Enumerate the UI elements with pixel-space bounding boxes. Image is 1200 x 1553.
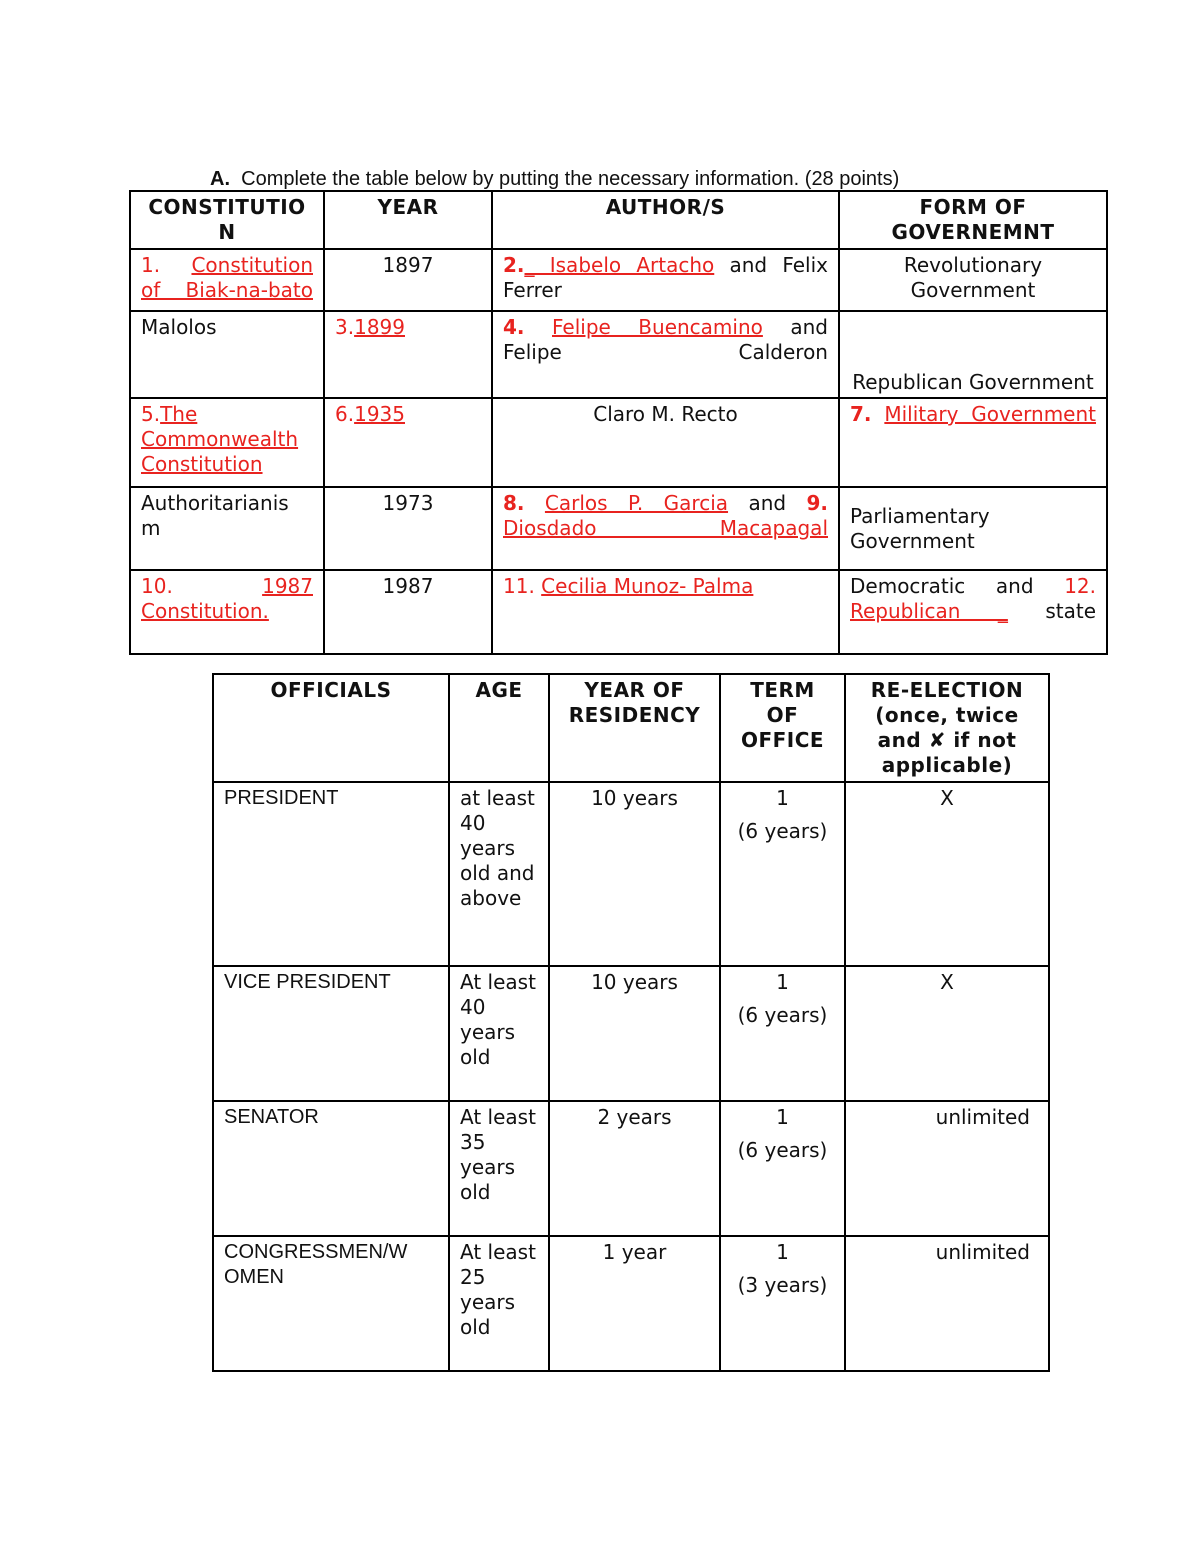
header-form-of-government: FORM OF GOVERNEMNT [839, 191, 1107, 249]
item-number: 3. [335, 315, 355, 339]
answer-text: Military Government [884, 402, 1097, 426]
constitution-cell [130, 570, 324, 654]
reelection-cell: X [845, 782, 1049, 966]
term-count: 1 [776, 786, 789, 810]
answer-text: Cecilia Munoz- Palma [541, 574, 754, 598]
officials-table [212, 673, 1050, 1372]
table-header-row [213, 674, 1049, 782]
form-cell: Revolutionary Government [839, 249, 1107, 311]
year-cell [324, 311, 492, 398]
instruction [210, 168, 1110, 191]
header-re-election: RE-ELECTION (once, twice and ✘ if not applicable) [845, 674, 1049, 782]
answer-text: _ Isabelo Artacho [524, 253, 715, 277]
header-year-of-residency: YEAR OF RESIDENCY [549, 674, 720, 782]
term-count: 1 [776, 1105, 789, 1129]
official-cell: PRESIDENT [213, 782, 449, 966]
header-constitution: CONSTITUTIO N [130, 191, 324, 249]
header-officials: OFFICIALS [213, 674, 449, 782]
residency-cell: 1 year [549, 1236, 720, 1371]
year-cell: 1897 [324, 249, 492, 311]
author-cell [492, 249, 839, 311]
form-text: state [1045, 599, 1096, 623]
age-cell: At least 35 years old [449, 1101, 549, 1236]
item-number: 11. [503, 574, 535, 598]
item-number: 6. [335, 402, 355, 426]
table-row [130, 311, 1107, 398]
answer-text: The Commonwealth Constitution [141, 402, 299, 476]
answer-text: Diosdado Macapagal [503, 516, 828, 540]
instruction-label: A. [210, 168, 230, 190]
item-number: 1. [141, 253, 161, 277]
table-header-row [130, 191, 1107, 249]
year-cell: 1973 [324, 487, 492, 570]
answer-text: Felipe Buencamino [552, 315, 763, 339]
author-cell [492, 311, 839, 398]
term-years: (6 years) [737, 1138, 828, 1162]
answer-text: Carlos P. Garcia [544, 491, 729, 515]
header-year: YEAR [324, 191, 492, 249]
item-number: 7. [850, 402, 872, 426]
author-cell: Claro M. Recto [492, 398, 839, 487]
form-cell [839, 570, 1107, 654]
table-row [130, 570, 1107, 654]
item-number: 4. [503, 315, 525, 339]
table-row [213, 1101, 1049, 1236]
term-years: (6 years) [737, 819, 828, 843]
form-text: Democratic and [850, 574, 1034, 598]
table-row [213, 966, 1049, 1101]
form-cell [839, 398, 1107, 487]
author-text: and [748, 491, 787, 515]
form-cell: Republican Government [839, 311, 1107, 398]
answer-text: 1899 [354, 315, 405, 339]
author-text: and Felipe Calderon [503, 315, 829, 364]
constitution-table [129, 190, 1108, 655]
age-cell: At least 40 years old [449, 966, 549, 1101]
answer-text: Republican _ [850, 599, 1008, 623]
reelection-cell: unlimited [845, 1101, 1049, 1236]
item-number: 8. [503, 491, 525, 515]
year-cell [324, 398, 492, 487]
term-count: 1 [776, 970, 789, 994]
term-count: 1 [776, 1240, 789, 1264]
residency-cell: 2 years [549, 1101, 720, 1236]
residency-cell: 10 years [549, 966, 720, 1101]
year-cell: 1987 [324, 570, 492, 654]
instruction-text: Complete the table below by putting the necessary information. (28 points) [241, 168, 900, 190]
header-authors: AUTHOR/S [492, 191, 839, 249]
item-number: 5. [141, 402, 161, 426]
residency-cell: 10 years [549, 782, 720, 966]
table-row [130, 249, 1107, 311]
author-cell [492, 487, 839, 570]
constitution-cell [130, 398, 324, 487]
table-row [213, 1236, 1049, 1371]
table-row [130, 487, 1107, 570]
item-number: 9. [806, 491, 828, 515]
constitution-cell: Malolos [130, 311, 324, 398]
official-cell: CONGRESSMEN/W OMEN [213, 1236, 449, 1371]
term-cell [720, 782, 845, 966]
reelection-cell: unlimited [845, 1236, 1049, 1371]
answer-text: 1935 [354, 402, 405, 426]
answer-text: 1987 Constitution. [141, 574, 313, 623]
item-number: 2. [503, 253, 525, 277]
term-cell [720, 966, 845, 1101]
table-row [213, 782, 1049, 966]
term-cell [720, 1101, 845, 1236]
answer-text: Constitution of Biak-na-bato [141, 253, 313, 302]
term-years: (6 years) [737, 1003, 828, 1027]
official-cell: VICE PRESIDENT [213, 966, 449, 1101]
header-term-of-office: TERM OF OFFICE [720, 674, 845, 782]
age-cell: at least 40 years old and above [449, 782, 549, 966]
reelection-cell: X [845, 966, 1049, 1101]
item-number: 10. [141, 574, 173, 598]
table-row [130, 398, 1107, 487]
term-cell [720, 1236, 845, 1371]
constitution-cell: Authoritarianis m [130, 487, 324, 570]
author-text: and Felix Ferrer [503, 253, 828, 302]
constitution-cell [130, 249, 324, 311]
header-age: AGE [449, 674, 549, 782]
term-years: (3 years) [737, 1273, 828, 1297]
form-cell: Parliamentary Government [839, 487, 1107, 570]
author-cell [492, 570, 839, 654]
age-cell: At least 25 years old [449, 1236, 549, 1371]
official-cell: SENATOR [213, 1101, 449, 1236]
item-number: 12. [1064, 574, 1097, 598]
